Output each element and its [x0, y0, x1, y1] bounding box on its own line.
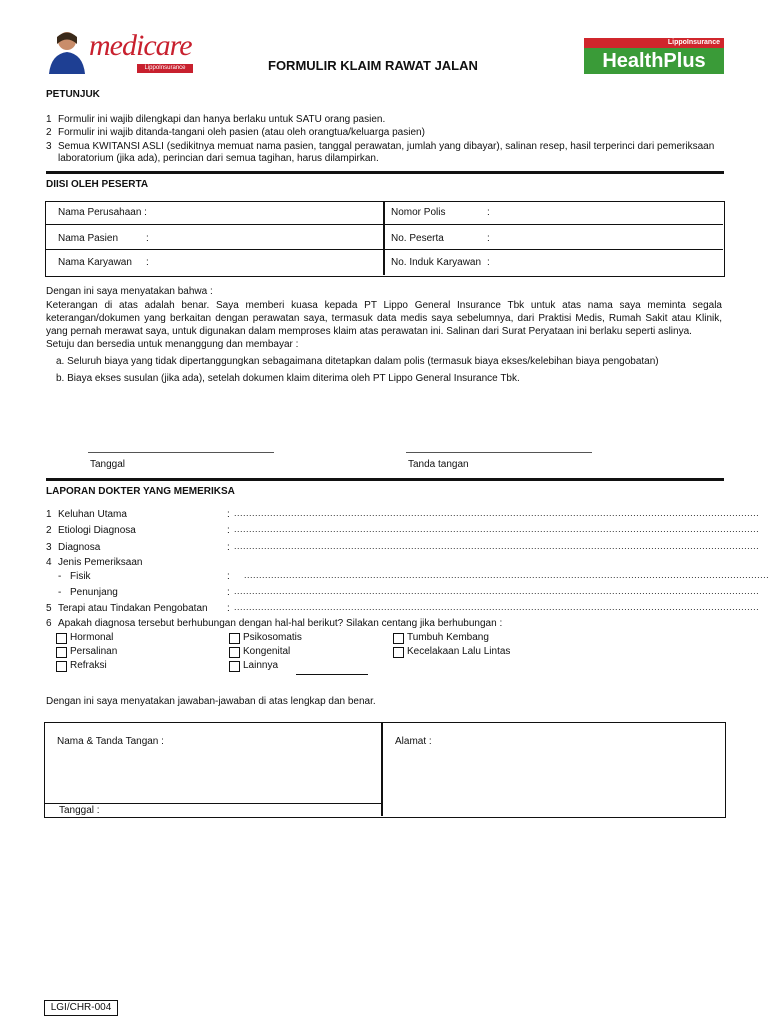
section-divider: [46, 478, 724, 481]
label-persalinan: Persalinan: [70, 646, 118, 657]
label-hormonal: Hormonal: [70, 632, 114, 643]
declaration-text: Dengan ini saya menyatakan jawaban-jawaban di atas lengkap dan benar.: [46, 696, 376, 707]
dokter-num: 5: [46, 603, 52, 614]
signature-box: [44, 722, 726, 818]
colon: :: [146, 233, 149, 244]
dokter-num: 1: [46, 509, 52, 520]
date-line: [88, 452, 274, 453]
question-6: Apakah diagnosa tersebut berhubungan dengan hal-hal berikut? Silakan centang jika berhubungan :: [58, 618, 503, 629]
field-penunjang: Penunjang: [70, 587, 118, 598]
label-lainnya: Lainnya: [243, 660, 279, 671]
colon: :: [227, 603, 230, 614]
input-penunjang[interactable]: ...............................................................................................................................................................................: [234, 586, 760, 596]
input-etiologi-diagnosa[interactable]: ...............................................................................................................................................................................: [234, 524, 760, 534]
field-nama-perusahaan[interactable]: Nama Perusahaan :: [58, 207, 147, 218]
section-divider: [46, 171, 724, 174]
dokter-dash: -: [58, 571, 62, 582]
dokter-heading: LAPORAN DOKTER YANG MEMERIKSA: [46, 486, 235, 497]
person-icon: [45, 28, 89, 74]
dokter-num: 6: [46, 618, 52, 629]
colon: :: [227, 587, 230, 598]
field-nomor-polis[interactable]: Nomor Polis: [391, 207, 446, 218]
medicare-sub: LippoInsurance: [137, 64, 193, 73]
checkbox-lainnya[interactable]: [229, 661, 240, 672]
label-psikosomatis: Psikosomatis: [243, 632, 302, 643]
input-keluhan-utama[interactable]: ...............................................................................................................................................................................: [234, 508, 760, 518]
petunjuk-heading: PETUNJUK: [46, 89, 100, 100]
petunjuk-item-3: Semua KWITANSI ASLI (sedikitnya memuat nama pasien, tanggal perawatan, jumlah yang dibayar), salinan resep, hasil terperinci dari pemeriksaan: [58, 141, 715, 152]
label-tumbuh-kembang: Tumbuh Kembang: [407, 632, 489, 643]
form-code: LGI/CHR-004: [44, 1000, 118, 1016]
label-kongenital: Kongenital: [243, 646, 291, 657]
field-jenis-pemeriksaan: Jenis Pemeriksaan: [58, 557, 143, 568]
date-label: Tanggal: [90, 459, 126, 470]
colon: :: [146, 257, 149, 268]
checkbox-tumbuh-kembang[interactable]: [393, 633, 404, 644]
field-no-peserta[interactable]: No. Peserta: [391, 233, 444, 244]
checkbox-kecelakaan[interactable]: [393, 647, 404, 658]
input-lainnya[interactable]: [296, 674, 368, 675]
dokter-num: 2: [46, 525, 52, 536]
petunjuk-item-1: Formulir ini wajib dilengkapi dan hanya berlaku untuk SATU orang pasien.: [58, 114, 386, 125]
field-etiologi-diagnosa: Etiologi Diagnosa: [58, 525, 136, 536]
checkbox-kongenital[interactable]: [229, 647, 240, 658]
tanggal-label[interactable]: Tanggal :: [59, 805, 100, 816]
input-diagnosa[interactable]: ...............................................................................................................................................................................: [234, 541, 760, 551]
petunjuk-item-2: Formulir ini wajib ditanda-tangani oleh pasien (atau oleh orangtua/keluarga pasien): [58, 127, 425, 138]
healthplus-top: LippoInsurance: [584, 38, 724, 48]
petunjuk-num-2: 2: [46, 127, 52, 138]
statement-b: b. Biaya ekses susulan (jika ada), setelah dokumen klaim diterima oleh PT Lippo General Insurance Tbk.: [56, 373, 520, 384]
peserta-table: [45, 201, 725, 277]
medicare-logo: [45, 28, 195, 74]
peserta-heading: DIISI OLEH PESERTA: [46, 179, 149, 190]
signature-label: Tanda tangan: [408, 459, 469, 470]
healthplus-logo: [584, 38, 724, 74]
nama-tanda-tangan-label[interactable]: Nama & Tanda Tangan :: [57, 736, 164, 747]
statement-a: a. Seluruh biaya yang tidak dipertanggungkan sebagaimana ditetapkan dalam polis (termasuk biaya ekses/kelebihan biaya pengobatan): [56, 356, 659, 367]
input-terapi[interactable]: ...............................................................................................................................................................................: [234, 602, 760, 612]
statement-paragraph: Keterangan di atas adalah benar. Saya memberi kuasa kepada PT Lippo General Insurance Tbk untuk atas nama saya meminta segala keterangan/dokumen yang berkaitan dengan perawatan saya, termasuk data medis saya sebelumnya, dari Praktisi Medis, Rumah Sakit atau Klinik, yang pernah merawat saya, untuk digunakan dalam memproses klaim atas perawatan ini. Salinan dari Surat Peryataan ini berlaku seperti aslinya.: [46, 300, 722, 337]
field-fisik: Fisik: [70, 571, 91, 582]
field-terapi: Terapi atau Tindakan Pengobatan: [58, 603, 208, 614]
checkbox-psikosomatis[interactable]: [229, 633, 240, 644]
input-fisik[interactable]: ...............................................................................................................................................................................: [244, 570, 769, 580]
petunjuk-num-1: 1: [46, 114, 52, 125]
label-kecelakaan: Kecelakaan Lalu Lintas: [407, 646, 511, 657]
medicare-brand: medicare: [89, 29, 192, 62]
signature-line: [406, 452, 592, 453]
colon: :: [227, 571, 230, 582]
petunjuk-item-3-cont: laboratorium (jika ada), perincian dari semua tagihan, harus dilampirkan.: [58, 153, 379, 164]
label-refraksi: Refraksi: [70, 660, 107, 671]
colon: :: [227, 542, 230, 553]
alamat-label[interactable]: Alamat :: [395, 736, 432, 747]
field-keluhan-utama: Keluhan Utama: [58, 509, 127, 520]
dokter-num: 3: [46, 542, 52, 553]
colon: :: [487, 207, 490, 218]
colon: :: [487, 257, 490, 268]
petunjuk-num-3: 3: [46, 141, 52, 152]
field-diagnosa: Diagnosa: [58, 542, 101, 553]
colon: :: [487, 233, 490, 244]
page-title: FORMULIR KLAIM RAWAT JALAN: [268, 58, 478, 73]
checkbox-hormonal[interactable]: [56, 633, 67, 644]
colon: :: [227, 509, 230, 520]
field-no-induk-karyawan[interactable]: No. Induk Karyawan: [391, 257, 482, 268]
statement-intro: Dengan ini saya menyatakan bahwa :: [46, 286, 213, 297]
colon: :: [227, 525, 230, 536]
field-nama-pasien[interactable]: Nama Pasien: [58, 233, 119, 244]
checkbox-persalinan[interactable]: [56, 647, 67, 658]
healthplus-brand: HealthPlus: [584, 48, 724, 74]
dokter-dash: -: [58, 587, 62, 598]
field-nama-karyawan[interactable]: Nama Karyawan: [58, 257, 132, 268]
statement-agree: Setuju dan bersedia untuk menanggung dan membayar :: [46, 339, 299, 350]
checkbox-refraksi[interactable]: [56, 661, 67, 672]
dokter-num: 4: [46, 557, 52, 568]
